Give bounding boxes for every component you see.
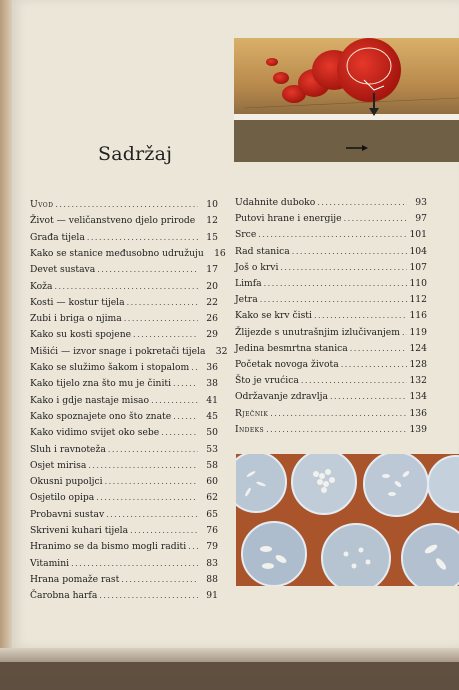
toc-entry [235,262,427,276]
toc-leader-dots [258,230,407,239]
toc-leader-dots [314,311,407,320]
toc-leader-dots [270,409,407,418]
toc-entry-title: Jetra [235,294,258,306]
toc-entry [235,278,427,292]
toc-leader-dots [108,445,198,454]
toc-leader-dots [280,263,407,272]
toc-entry-page: 91 [206,590,218,602]
toc-entry-title: Kako tijelo zna što mu je činiti [30,378,172,390]
toc-leader-dots [266,425,407,434]
toc-entry-page: 17 [206,264,218,276]
toc-leader-dots [173,379,198,388]
toc-entry-title: Mišići — izvor snage i pokretači tijela [30,345,206,357]
toc-entry-page: 45 [206,410,218,422]
toc-entry-title: Hrana pomaže rast [30,573,120,585]
toc-entry-page: 60 [206,476,218,488]
toc-entry [235,408,427,422]
toc-entry [30,411,218,425]
toc-entry-title: Kako se krv čisti [235,310,312,322]
toc-entry [30,574,218,588]
toc-entry [30,395,218,409]
illustration-ground [234,120,459,162]
toc-entry-page: 65 [206,508,218,520]
toc-entry-page: 79 [206,541,218,553]
toc-entry-title: Kako se služimo šakom i stopalom [30,362,190,373]
toc-entry-page: 119 [409,326,427,338]
toc-leader-dots [260,295,407,304]
toc-entry-page: 104 [409,245,427,257]
toc-leader-dots [54,282,198,291]
toc-entry [30,541,218,555]
toc-entry-title: Skriveni kuhari tijela [30,525,129,536]
toc-entry-title: Čarobna harfa [30,590,98,602]
toc-entry [235,310,427,324]
toc-entry-page: 20 [206,280,218,292]
toc-leader-dots [96,493,198,502]
toc-leader-dots [97,265,198,274]
petri-dish-svg [236,454,459,586]
toc-entry-page: 38 [206,378,218,390]
toc-entry-page: 116 [409,310,427,322]
illustration-stripe [234,114,459,120]
toc-entry-page: 136 [409,407,427,419]
toc-entry-title: Kako se stanice međusobno udružuju [30,247,204,259]
toc-entry [30,215,218,229]
toc-entry-title: Rad stanica [235,245,290,257]
toc-entry [30,444,218,458]
toc-leader-dots [301,376,407,385]
toc-entry-page: 15 [206,231,218,243]
toc-entry-title: Kako spoznajete ono što znate [30,410,172,422]
toc-entry-page: 83 [206,557,218,569]
toc-entry-page: 107 [409,261,427,273]
toc-entry-page: 62 [206,492,218,504]
toc-leader-dots [292,247,407,256]
toc-leader-dots [121,575,198,584]
toc-entry [30,476,218,490]
toc-entry-page: 36 [206,362,218,373]
toc-leader-dots [350,344,407,353]
toc-entry-title: Održavanje zdravlja [235,391,328,403]
toc-entry [235,424,427,438]
toc-entry-title: Koža [30,280,53,292]
toc-entry [235,246,427,260]
toc-leader-dots [55,200,198,209]
blood-cells-svg [234,38,459,162]
toc-entry-title: Osjetilo opipa [30,492,95,504]
toc-leader-dots [133,330,198,339]
toc-entry-title: Devet sustava [30,264,96,276]
toc-entry-title: Kako vidimo svijet oko sebe [30,427,160,439]
toc-entry-title: Kako su kosti spojene [30,329,132,341]
toc-entry [30,199,218,213]
toc-entry-page: 128 [409,359,427,370]
toc-entry-title: Jedina besmrtna stanica [235,342,348,354]
toc-entry-page: 22 [206,296,218,308]
toc-entry [30,329,218,343]
toc-leader-dots [344,214,407,223]
toc-leader-dots [402,328,407,337]
toc-entry-title: Početak novoga života [235,359,339,370]
toc-leader-dots [191,363,198,372]
toc-entry [30,558,218,572]
toc-leader-dots [71,559,198,568]
toc-entry-page: 97 [415,213,427,225]
toc-leader-dots [106,510,198,519]
toc-entry-page: 12 [206,215,218,227]
toc-entry-title: Život — veličanstveno djelo prirode [30,215,196,227]
toc-entry-title: Indeks [235,423,265,435]
petri-dish-6 [322,524,390,586]
toc-leader-dots [124,314,198,323]
toc-leader-dots [173,412,198,421]
blood-cells-illustration [234,38,459,162]
toc-entry [30,247,226,262]
toc-entry-page: 58 [206,459,218,471]
toc-entry-page: 50 [206,427,218,439]
toc-entry-page: 32 [215,345,228,357]
toc-entry-page: 124 [409,342,427,354]
toc-leader-dots [88,461,198,470]
toc-entry-page: 134 [409,391,427,403]
toc-entry [235,213,427,227]
petri-dish-illustration [236,454,459,586]
toc-entry [30,313,218,327]
toc-leader-dots [330,392,407,401]
toc-entry-title: Okusni pupoljci [30,476,103,488]
toc-entry-page: 53 [206,443,218,455]
page-left-edge [0,0,12,660]
toc-entry-title: Limfa [235,278,262,289]
toc-entry-title: Kako i gdje nastaje misao [30,394,150,406]
toc-entry-page: 132 [409,375,427,387]
toc-entry-title: Što je vrućica [235,375,299,387]
toc-entry-title: Kosti — kostur tijela [30,296,125,308]
toc-entry-page: 10 [206,199,218,210]
toc-entry-page: 112 [409,294,427,306]
toc-entry-page: 110 [409,278,427,289]
red-cell-small-1 [266,58,278,66]
toc-leader-dots [127,298,198,307]
toc-entry-page: 88 [206,573,218,585]
toc-leader-dots [151,396,198,405]
red-cell-small-2 [273,72,289,84]
toc-entry-title: Udahnite duboko [235,197,316,208]
toc-entry-page: 26 [206,313,218,325]
toc-leader-dots [188,542,198,551]
toc-entry [30,281,218,295]
toc-entry-title: Hranimo se da bismo mogli raditi [30,541,187,553]
petri-dish-5 [242,522,306,586]
toc-entry [30,264,218,278]
toc-entry-page: 101 [409,229,427,241]
toc-entry-title: Rječnik [235,407,269,419]
toc-entry [235,229,427,243]
toc-entry-page: 93 [415,197,427,208]
toc-entry-title: Putovi hrane i energije [235,213,342,225]
toc-entry [30,590,218,604]
toc-entry [30,509,218,523]
toc-entry [235,359,427,373]
toc-leader-dots [264,279,407,288]
toc-leader-dots [99,591,198,600]
toc-entry-title: Uvod [30,199,54,210]
toc-entry [30,427,218,441]
toc-entry-title: Zubi i briga o njima [30,313,122,325]
toc-entry-page: 139 [409,423,427,435]
toc-entry [30,460,218,474]
toc-entry [30,378,218,392]
toc-entry-page: 16 [214,247,226,259]
toc-leader-dots [105,477,198,486]
toc-leader-dots [317,198,407,207]
toc-entry-page: 76 [206,525,218,536]
toc-entry-title: Građa tijela [30,231,85,243]
toc-entry [30,525,218,539]
petri-dish-3 [364,454,428,516]
toc-leader-dots [130,526,198,535]
toc-entry [30,297,218,311]
toc-entry [235,343,427,357]
toc-leader-dots [87,233,198,242]
toc-entry [235,375,427,389]
page-bottom-edge [0,648,459,662]
toc-leader-dots [161,428,198,437]
toc-entry-title: Osjet mirisa [30,459,87,471]
toc-entry-title: Vitamini [30,557,70,569]
toc-leader-dots [341,360,407,369]
toc-entry [30,232,218,246]
toc-entry [30,345,228,360]
toc-entry-title: Srce [235,229,257,241]
toc-leader-dots [197,216,198,225]
toc-entry-page: 29 [206,329,218,341]
toc-entry [235,294,427,308]
toc-entry [235,327,427,341]
toc-entry-title: Sluh i ravnoteža [30,443,106,455]
toc-entry-page: 41 [206,394,218,406]
toc-entry-title: Još o krvi [235,261,279,273]
toc-entry-title: Probavni sustav [30,508,105,520]
toc-entry-title: Žlijezde s unutrašnjim izlučivanjem [235,326,400,338]
toc-entry [30,362,218,376]
toc-entry [30,492,218,506]
page-title: Sadržaj [98,143,173,165]
toc-entry [235,391,427,405]
toc-entry [235,197,427,211]
